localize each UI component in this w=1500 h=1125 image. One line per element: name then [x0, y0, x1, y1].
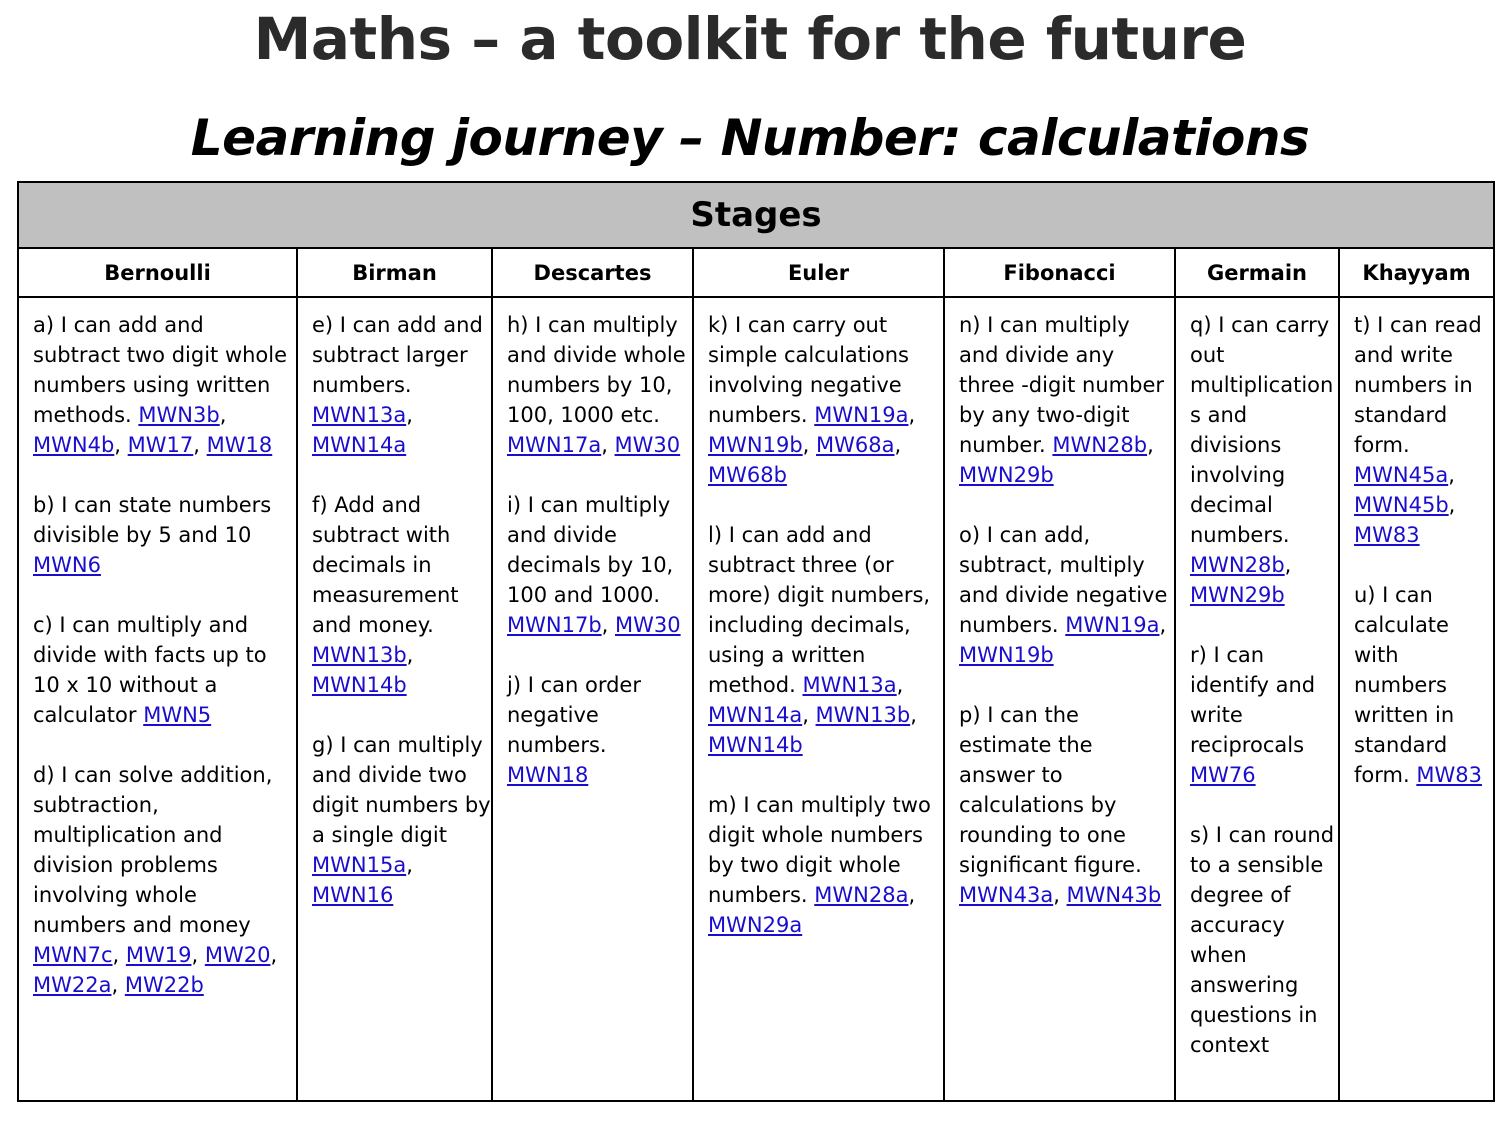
stage-column-fibonacci [944, 297, 1175, 1101]
outcome-text: q) I can carry out multiplications and divisions involving decimal numbers. [1190, 313, 1334, 547]
outcome-text: n) I can multiply and divide any three -digit number by any two-digit number. [959, 313, 1165, 457]
learning-outcome: m) I can multiply two digit whole numbers by two digit whole numbers. MWN28a, MWN29a [708, 793, 931, 937]
learning-outcome: q) I can carry out multiplications and divisions involving decimal numbers. MWN28b, MWN29b [1190, 313, 1334, 607]
resource-link[interactable]: MWN19b [959, 643, 1054, 667]
resource-link[interactable]: MW83 [1354, 523, 1420, 547]
stage-column-euler [693, 297, 944, 1101]
resource-link[interactable]: MWN19a [1065, 613, 1160, 637]
outcome-text: d) I can solve addition, subtraction, multiplication and division problems involving whole numbers and money [33, 763, 273, 937]
learning-outcome: k) I can carry out simple calculations involving negative numbers. MWN19a, MWN19b, MW68a, MW68b [708, 313, 916, 487]
outcome-text: l) I can add and subtract three (or more) digit numbers, including decimals, using a written method. [708, 523, 931, 697]
outcome-text: m) I can multiply two digit whole numbers by two digit whole numbers. [708, 793, 931, 907]
stage-header-fibonacci: Fibonacci [944, 248, 1175, 297]
resource-link[interactable]: MWN6 [33, 553, 101, 577]
resource-link[interactable]: MWN43b [1066, 883, 1162, 907]
learning-outcome: a) I can add and subtract two digit whole numbers using written methods. MWN3b, MWN4b, MW17, MW18 [33, 313, 288, 457]
learning-outcome: t) I can read and write numbers in standard form. MWN45a, MWN45b, MW83 [1354, 313, 1482, 547]
stage-header-bernoulli: Bernoulli [18, 248, 297, 297]
stage-header-row [18, 248, 1494, 297]
resource-link[interactable]: MW17 [127, 433, 194, 457]
resource-link[interactable]: MW22a [33, 973, 112, 997]
outcome-text: a) I can add and subtract two digit whole numbers using written methods. [33, 313, 288, 427]
learning-outcome [1354, 580, 1493, 790]
learning-outcome [1190, 640, 1338, 790]
learning-outcome: n) I can multiply and divide any three -digit number by any two-digit number. MWN28b, MWN29b [959, 313, 1165, 487]
learning-outcome: f) Add and subtract with decimals in measurement and money. MWN13b, MWN14b [312, 493, 459, 697]
resource-link[interactable]: MWN13b [312, 643, 407, 667]
learning-outcome: l) I can add and subtract three (or more) digit numbers, including decimals, using a written method. MWN13a, MWN14a, MWN13b, MWN14b [708, 523, 931, 757]
resource-link[interactable]: MWN4b [33, 433, 115, 457]
resource-link[interactable]: MWN29b [1190, 583, 1285, 607]
resource-link[interactable]: MWN15a [312, 853, 407, 877]
resource-link[interactable]: MWN45a [1354, 463, 1449, 487]
learning-outcome [33, 610, 296, 730]
resource-link[interactable]: MWN14b [312, 673, 407, 697]
stage-body-row [18, 297, 1494, 1101]
page-subtitle: Learning journey – Number: calculations [190, 109, 1310, 167]
resource-link[interactable]: MWN17a [507, 433, 602, 457]
stage-header-descartes: Descartes [492, 248, 693, 297]
resource-link[interactable]: MWN5 [143, 703, 212, 727]
resource-link[interactable]: MWN18 [507, 763, 589, 787]
resource-link[interactable]: MWN45b [1354, 493, 1449, 517]
resource-link[interactable]: MWN43a [959, 883, 1054, 907]
resource-link[interactable]: MWN16 [312, 883, 394, 907]
resource-link[interactable]: MWN14a [708, 703, 803, 727]
learning-outcome [33, 490, 296, 580]
outcome-text: r) I can identify and write reciprocals [1190, 643, 1316, 757]
learning-outcome [507, 670, 692, 790]
outcome-text: t) I can read and write numbers in standard form. [1354, 313, 1482, 457]
resource-link[interactable]: MWN17b [507, 613, 602, 637]
learning-journey-table [17, 181, 1495, 1102]
learning-outcome: d) I can solve addition, subtraction, multiplication and division problems involving whole numbers and money MWN7c, MW19, MW20, MW22a, MW22b [33, 763, 278, 997]
stage-column-birman [297, 297, 492, 1101]
learning-outcome: p) I can the estimate the answer to calculations by rounding to one significant figure. MWN43a, MWN43b [959, 703, 1162, 907]
resource-link[interactable]: MW22b [124, 973, 204, 997]
resource-link[interactable]: MWN14a [312, 433, 407, 457]
resource-link[interactable]: MW30 [615, 613, 681, 637]
learning-outcome: o) I can add, subtract, multiply and divide negative numbers. MWN19a, MWN19b [959, 523, 1168, 667]
outcome-text: h) I can multiply and divide whole numbers by 10, 100, 1000 etc. [507, 313, 686, 427]
outcome-text: u) I can calculate with numbers written in standard form. [1354, 583, 1455, 787]
resource-link[interactable]: MWN28a [814, 883, 909, 907]
resource-link[interactable]: MWN19b [708, 433, 803, 457]
stage-header-khayyam: Khayyam [1339, 248, 1494, 297]
stage-column-descartes [492, 297, 693, 1101]
stage-header-euler: Euler [693, 248, 944, 297]
resource-link[interactable]: MWN29a [708, 913, 803, 937]
stage-column-bernoulli [18, 297, 297, 1101]
resource-link[interactable]: MWN13a [312, 403, 407, 427]
resource-link[interactable]: MW20 [204, 943, 271, 967]
outcome-text: c) I can multiply and divide with facts up to 10 x 10 without a calculator [33, 613, 267, 727]
resource-link[interactable]: MWN28b [1052, 433, 1148, 457]
stages-header: Stages [18, 182, 1494, 248]
stage-column-khayyam [1339, 297, 1494, 1101]
outcome-text: s) I can round to a sensible degree of accuracy when answering questions in context [1190, 823, 1335, 1057]
outcome-text: g) I can multiply and divide two digit numbers by a single digit [312, 733, 491, 847]
learning-outcome: h) I can multiply and divide whole numbers by 10, 100, 1000 etc. MWN17a, MW30 [507, 313, 686, 457]
resource-link[interactable]: MW68b [708, 463, 787, 487]
resource-link[interactable]: MWN14b [708, 733, 803, 757]
stage-header-birman: Birman [297, 248, 492, 297]
outcome-text: e) I can add and subtract larger numbers. [312, 313, 483, 397]
outcome-text: k) I can carry out simple calculations involving negative numbers. [708, 313, 909, 427]
resource-link[interactable]: MW18 [206, 433, 273, 457]
stage-header-germain: Germain [1175, 248, 1339, 297]
outcome-text: b) I can state numbers divisible by 5 and 10 [33, 493, 272, 547]
resource-link[interactable]: MWN7c [33, 943, 113, 967]
resource-link[interactable]: MWN29b [959, 463, 1054, 487]
resource-link[interactable]: MW83 [1416, 763, 1482, 787]
page-title: Maths – a toolkit for the future [253, 5, 1247, 73]
outcome-text: p) I can the estimate the answer to calculations by rounding to one significant figure. [959, 703, 1142, 877]
resource-link[interactable]: MW19 [125, 943, 192, 967]
resource-link[interactable]: MWN13a [802, 673, 897, 697]
outcome-text: f) Add and subtract with decimals in measurement and money. [312, 493, 459, 637]
resource-link[interactable]: MWN3b [138, 403, 220, 427]
outcome-text: i) I can multiply and divide decimals by 10, 100 and 1000. [507, 493, 674, 607]
learning-outcome: i) I can multiply and divide decimals by 10, 100 and 1000. MWN17b, MW30 [507, 493, 681, 637]
resource-link[interactable]: MWN28b [1190, 553, 1285, 577]
stage-column-germain [1175, 297, 1339, 1101]
learning-outcome: g) I can multiply and divide two digit numbers by a single digit MWN15a, MWN16 [312, 733, 491, 907]
outcome-text: j) I can order negative numbers. [507, 673, 641, 757]
resource-link[interactable]: MWN13b [815, 703, 911, 727]
outcome-text: o) I can add, subtract, multiply and divide negative numbers. [959, 523, 1168, 637]
resource-link[interactable]: MW68a [816, 433, 895, 457]
resource-link[interactable]: MWN19a [814, 403, 909, 427]
resource-link[interactable]: MW76 [1190, 763, 1256, 787]
learning-outcome: e) I can add and subtract larger numbers. MWN13a, MWN14a [312, 313, 483, 457]
resource-link[interactable]: MW30 [614, 433, 681, 457]
learning-outcome [1190, 820, 1338, 1060]
